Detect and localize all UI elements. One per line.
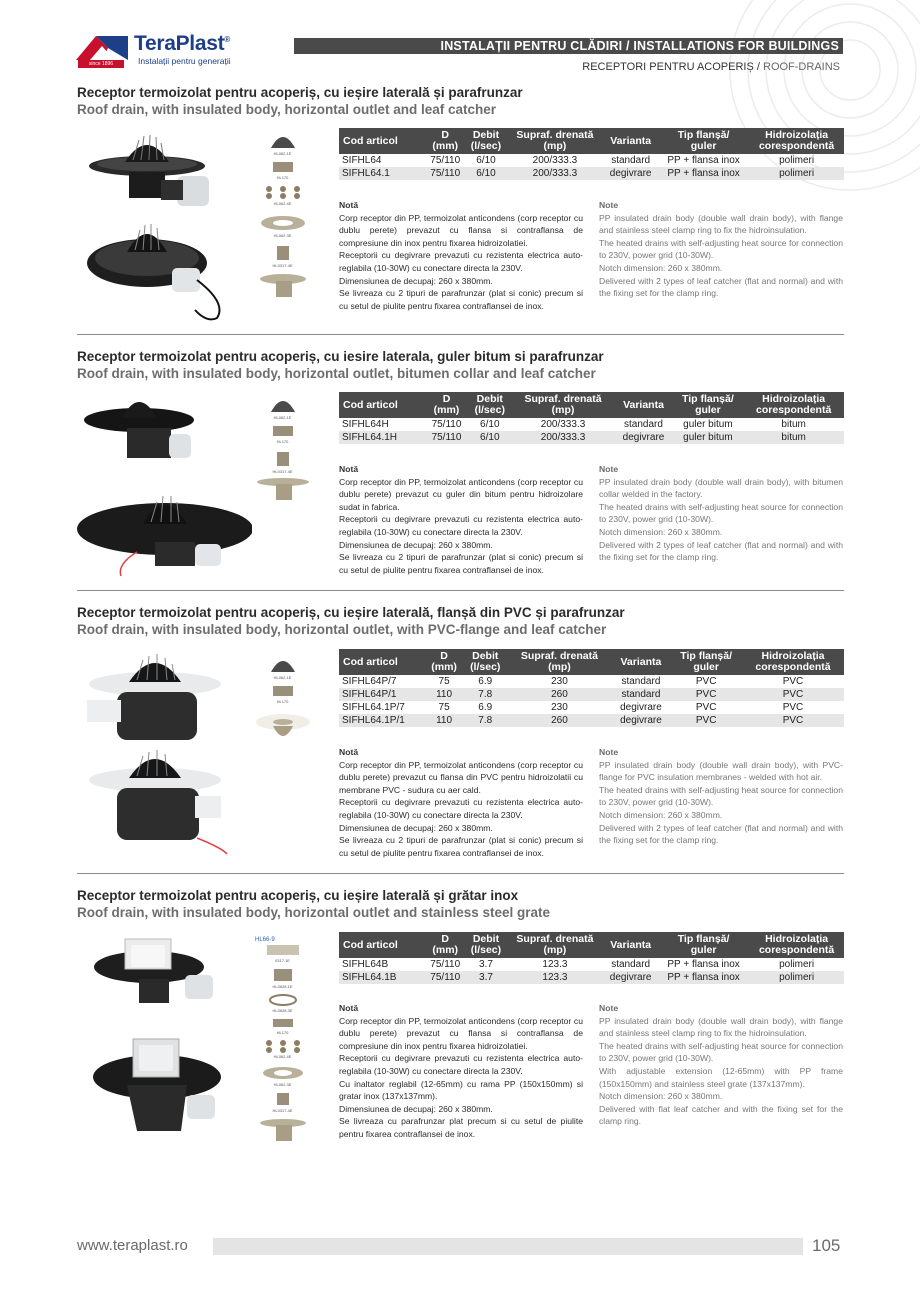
thumbnail-item: HL062.1E	[255, 394, 310, 420]
table-cell: degivrare	[612, 714, 671, 727]
table-cell: standard	[611, 155, 651, 166]
table-cell: guler bitum	[683, 419, 733, 430]
product-table	[339, 649, 844, 727]
table-cell: 75	[438, 676, 450, 687]
table-cell: 3.7	[465, 971, 506, 984]
thumbnail-item: HL170	[255, 1017, 310, 1035]
col-header: Varianta	[612, 649, 671, 675]
table-cell: 6/10	[465, 167, 506, 180]
product-section-3	[77, 604, 844, 866]
col-header: Cod articol	[339, 128, 425, 154]
thumbnail-item: HL170	[255, 684, 310, 704]
footer-bar	[213, 1238, 803, 1255]
product-photos	[77, 392, 252, 578]
logo-since: since 1896	[78, 60, 124, 68]
col-header: D (mm)	[425, 128, 465, 154]
note-en: Note PP insulated drain body (double wall drain body), with PVC-flange for PVC insulation membranes - welded with hot air. The heated drains with self-adjusting heat source for connection to 230V, power grid (10-30W). Notch dimension: 260 x 380mm. Delivered with 2 types of leaf catcher (flat and normal) and with the fixing set for the clamp ring.	[599, 747, 843, 846]
category-bar: INSTALAȚII PENTRU CLĂDIRI / INSTALLATIONS FOR BUILDINGS	[294, 38, 843, 54]
accessory-thumbnails	[255, 937, 310, 1147]
table-cell: 200/333.3	[512, 431, 615, 444]
col-header: Hidroizolația corespondentă	[749, 128, 844, 154]
note-en: Note PP insulated drain body (double wall drain body), with bitumen collar welded in the factory. The heated drains with self-adjusting heat source for connection to 230V, power grid (10-30W). Notch dimension: 260 x 380mm. Delivered with 2 types of leaf catcher (flat and normal) and with the fixing set for the clamp ring.	[599, 464, 843, 563]
table-cell: SIFHL64P/1	[339, 688, 425, 701]
table-row	[339, 167, 844, 180]
note-ro: Notă Corp receptor din PP, termoizolat anticondens (corp receptor cu dublu perete) prevazut cu flansa si contraflansa de compresiune din inox pentru fixarea hidroizolatiei. Receptorii cu degivrare prevazuti cu rezistenta electrica auto-reglabila (10-30W) cu conectare directa la 230V. Cu inaltator reglabil (12-65mm) cu rama PP (150x150mm) si gratar inox (137x137mm). Dimensiunea de decupaj: 260 x 380mm. Se livreaza cu parafrunzar plat precum si cu setul de piulite pentru fixarea contraflansei de inox.	[339, 1003, 583, 1139]
thumbnail-item: HL0317.4E	[255, 450, 310, 474]
product-table	[339, 932, 844, 984]
table-cell: PVC	[742, 688, 844, 701]
table-cell: 75/110	[430, 155, 461, 166]
col-header: Debit (l/sec)	[463, 649, 507, 675]
col-header: D (mm)	[425, 649, 463, 675]
col-header: Debit (l/sec)	[468, 392, 512, 418]
table-cell: SIFHL64.1	[339, 167, 425, 180]
col-header: Supraf. drenată (mp)	[512, 392, 615, 418]
table-cell: 6.9	[478, 676, 493, 687]
thumbnail-item: HL66-9 0317.1E	[255, 937, 310, 963]
table-cell: standard	[611, 959, 651, 970]
table-cell: 123.3	[507, 971, 604, 984]
table-cell: 6/10	[476, 155, 496, 166]
col-header: D (mm)	[425, 932, 465, 958]
col-header: Cod articol	[339, 932, 425, 958]
subcategory: RECEPTORI PENTRU ACOPERIȘ / ROOF-DRAINS	[582, 61, 840, 73]
accessory-thumbnails	[255, 130, 310, 320]
table-cell: 75/110	[425, 167, 465, 180]
thumbnail-item: HL062.4E	[255, 184, 310, 206]
col-header: Hidroizolația corespondentă	[743, 392, 844, 418]
table-cell: SIFHL64	[342, 155, 382, 166]
table-cell: PP + flansa inox	[658, 167, 749, 180]
col-header: Varianta	[603, 128, 658, 154]
table-row	[339, 958, 844, 971]
section-title-ro: Receptor termoizolat pentru acoperiș, cu ieșire laterală și parafrunzar	[77, 85, 523, 100]
table-cell: 7.8	[463, 714, 507, 727]
table-row	[339, 154, 844, 167]
table-cell: 230	[551, 702, 568, 713]
accessory-thumbnails	[255, 394, 310, 514]
table-cell: SIFHL64P/7	[342, 676, 397, 687]
table-cell: 75	[438, 702, 450, 713]
thumbnail-item: HL170	[255, 424, 310, 444]
table-cell: PVC	[782, 702, 804, 713]
table-cell: polimeri	[779, 155, 815, 166]
table-header-row	[339, 649, 844, 675]
table-cell: PVC	[670, 688, 742, 701]
table-cell: polimeri	[779, 959, 815, 970]
col-header: Cod articol	[339, 649, 425, 675]
table-cell: degivrare	[614, 431, 672, 444]
table-row	[339, 714, 844, 727]
col-header: Hidroizolația corespondentă	[749, 932, 844, 958]
table-cell: 75/110	[431, 419, 462, 430]
thumbnail-item: HL062.1E	[255, 130, 310, 156]
table-cell: bitum	[781, 419, 806, 430]
table-row	[339, 701, 844, 714]
table-row	[339, 418, 844, 431]
table-cell: PP + flansa inox	[658, 971, 749, 984]
logo-brand: TeraPlast®	[134, 32, 230, 55]
table-cell: 75/110	[425, 431, 468, 444]
table-cell: PVC	[695, 676, 717, 687]
thumbnail-item: HL062.3E	[255, 214, 310, 238]
thumbnail-item	[255, 712, 310, 747]
note-ro: Notă Corp receptor din PP, termoizolat anticondens (corp receptor cu dublu perete) prevazut cu flansa si contraflansa de compresiune din inox pentru fixarea hidroizolatiei. Receptorii cu degivrare prevazuti cu rezistenta electrica auto-reglabila (10-30W) cu conectare directa la 230V. Dimensiunea de decupaj: 260 x 380mm. Se livreaza cu 2 tipuri de parafrunzar (plat si conic) precum si cu setul de piulite pentru fixarea contraflansei de inox.	[339, 200, 583, 311]
table-header-row	[339, 392, 844, 418]
table-cell: PVC	[695, 702, 717, 713]
accessory-thumbnails	[255, 654, 310, 754]
table-cell: PP + flansa inox	[667, 155, 740, 166]
table-cell: SIFHL64.1H	[339, 431, 425, 444]
thumbnail-item	[255, 272, 310, 301]
table-row	[339, 675, 844, 688]
thumbnail-item: HL170	[255, 160, 310, 180]
table-cell: guler bitum	[673, 431, 744, 444]
logo-tagline: Instalații pentru generații	[138, 56, 231, 66]
thumbnail-item: HL062.4E	[255, 1039, 310, 1059]
thumbnail-item: HL0628.1E	[255, 967, 310, 989]
table-cell: PVC	[782, 676, 804, 687]
table-cell: standard	[612, 688, 671, 701]
table-cell: 200/333.3	[532, 155, 578, 166]
note-en: Note PP insulated drain body (double wall drain body), with flange and stainless steel clamp ring to fix the hidroinsulation. The heated drains with self-adjusting heat source for connection to 230V, power grid (10-30W). With adjustable extension (12-65mm) with PP frame (150x150mm) and stainless steel grate (137x137mm). Notch dimension: 260 x 380mm. Delivered with flat leaf catcher and with the fixing set for the clamp ring.	[599, 1003, 843, 1127]
col-header: Supraf. drenată (mp)	[507, 932, 604, 958]
table-row	[339, 431, 844, 444]
col-header: Cod articol	[339, 392, 425, 418]
table-cell: 200/333.3	[540, 419, 586, 430]
teraplast-logo[interactable]	[76, 34, 246, 70]
table-cell: 110	[425, 714, 463, 727]
col-header: Tip flanșă/ guler	[658, 932, 749, 958]
table-cell: 260	[507, 688, 611, 701]
table-cell: 3.7	[479, 959, 493, 970]
table-cell: SIFHL64.1P/7	[342, 702, 405, 713]
table-row	[339, 971, 844, 984]
thumbnail-item: HL0628.3E	[255, 993, 310, 1013]
table-cell: degivrare	[603, 167, 658, 180]
table-cell: polimeri	[749, 971, 844, 984]
product-table	[339, 392, 844, 444]
thumbnail-item	[255, 476, 310, 503]
table-cell: standard	[624, 419, 663, 430]
note-ro: Notă Corp receptor din PP, termoizolat anticondens (corp receptor cu dublu perete) prevazut cu flansa din PVC pentru hidroizolatii cu membrane PVC - sudura cu aer cald. Receptorii cu degivrare prevazuti cu rezistenta electrica auto-reglabila (10-30W) cu conectare directa la 230V. Dimensiunea de decupaj: 260 x 380mm. Se livreaza cu 2 tipuri de parafrunzar (plat si conic) precum si cu setul de piulite pentru fixarea contraflansei de inox.	[339, 747, 583, 858]
product-section-2	[77, 348, 844, 580]
section-divider	[77, 873, 844, 874]
table-cell: PP + flansa inox	[667, 959, 740, 970]
table-cell: SIFHL64B	[342, 959, 389, 970]
note-en: Note PP insulated drain body (double wall drain body), with flange and stainless steel clamp ring to fix the hidroinsulation. The heated drains with self-adjusting heat source for connection to 230V, power grid (10-30W). Notch dimension: 260 x 380mm. Delivered with 2 types of leaf catcher (flat and normal) and with the fixing set for the clamp ring.	[599, 200, 843, 299]
table-cell: 123.3	[542, 959, 568, 970]
thumbnail-item: HL062.3E	[255, 1065, 310, 1087]
table-cell: degivrare	[603, 971, 658, 984]
table-cell: 230	[551, 676, 568, 687]
section-title-ro: Receptor termoizolat pentru acoperiș, cu ieșire laterală și grătar inox	[77, 888, 519, 903]
section-title-en: Roof drain, with insulated body, horizontal outlet and leaf catcher	[77, 102, 497, 117]
table-cell: 7.8	[463, 688, 507, 701]
section-title-en: Roof drain, with insulated body, horizontal outlet and stainless steel grate	[77, 905, 551, 920]
col-header: D (mm)	[425, 392, 468, 418]
table-cell: 200/333.3	[507, 167, 604, 180]
table-cell: polimeri	[749, 167, 844, 180]
product-table	[339, 128, 844, 180]
table-cell: 75/110	[425, 971, 465, 984]
table-cell: SIFHL64H	[342, 419, 389, 430]
thumbnail-item	[255, 1117, 310, 1144]
table-cell: 6/10	[480, 419, 500, 430]
col-header: Varianta	[603, 932, 658, 958]
table-cell: standard	[621, 676, 661, 687]
section-title-en: Roof drain, with insulated body, horizontal outlet, bitumen collar and leaf catcher	[77, 366, 596, 381]
col-header: Supraf. drenată (mp)	[507, 649, 611, 675]
col-header: Varianta	[614, 392, 672, 418]
col-header: Supraf. drenată (mp)	[507, 128, 604, 154]
section-title-ro: Receptor termoizolat pentru acoperiș, cu iesire laterala, guler bitum si parafrunzar	[77, 349, 604, 364]
table-header-row	[339, 128, 844, 154]
table-cell: 6/10	[468, 431, 512, 444]
table-cell: PVC	[670, 714, 742, 727]
product-photos	[77, 648, 252, 860]
section-divider	[77, 334, 844, 335]
table-header-row	[339, 932, 844, 958]
col-header: Debit (l/sec)	[465, 932, 506, 958]
table-cell: 6.9	[478, 702, 493, 713]
thumbnail-item: HL0317.4E	[255, 244, 310, 268]
col-header: Debit (l/sec)	[465, 128, 506, 154]
product-photos	[77, 935, 252, 1147]
note-ro: Notă Corp receptor din PP, termoizolat anticondens (corp receptor cu dublu perete) prevazut cu guler din bitum pentru hidroizolare sudat in fabrica. Receptorii cu degivrare prevazuti cu rezistenta electrica auto-reglabila (10-30W) cu conectare directa la 230V. Dimensiunea de decupaj: 260 x 380mm. Se livreaza cu 2 tipuri de parafrunzar (plat si conic) precum si cu setul de piulite pentru fixarea contraflansei de inox.	[339, 464, 583, 575]
table-cell: 75/110	[430, 959, 461, 970]
table-cell: PVC	[742, 714, 844, 727]
col-header: Hidroizolația corespondentă	[742, 649, 844, 675]
product-section-1	[77, 84, 844, 324]
page-number: 105	[812, 1236, 841, 1255]
logo-mark-icon	[76, 34, 128, 60]
table-cell: SIFHL64.1B	[339, 971, 425, 984]
section-title-en: Roof drain, with insulated body, horizontal outlet, with PVC-flange and leaf catcher	[77, 622, 607, 637]
table-row	[339, 688, 844, 701]
col-header: Tip flanșă/ guler	[670, 649, 742, 675]
table-cell: 260	[507, 714, 611, 727]
footer-website-link[interactable]: www.teraplast.ro	[77, 1237, 188, 1254]
col-header: Tip flanșă/ guler	[673, 392, 744, 418]
col-header: Tip flanșă/ guler	[658, 128, 749, 154]
section-divider	[77, 590, 844, 591]
table-cell: 110	[425, 688, 463, 701]
thumbnail-item: HL062.1E	[255, 654, 310, 680]
product-section-4	[77, 887, 844, 1157]
thumbnail-item: HL0317.4E	[255, 1091, 310, 1113]
section-title-ro: Receptor termoizolat pentru acoperiș, cu ieșire laterală, flanșă din PVC și parafrunzar	[77, 605, 625, 620]
table-cell: degivrare	[620, 702, 662, 713]
table-cell: bitum	[743, 431, 844, 444]
table-cell: SIFHL64.1P/1	[339, 714, 425, 727]
product-photos	[77, 128, 252, 323]
